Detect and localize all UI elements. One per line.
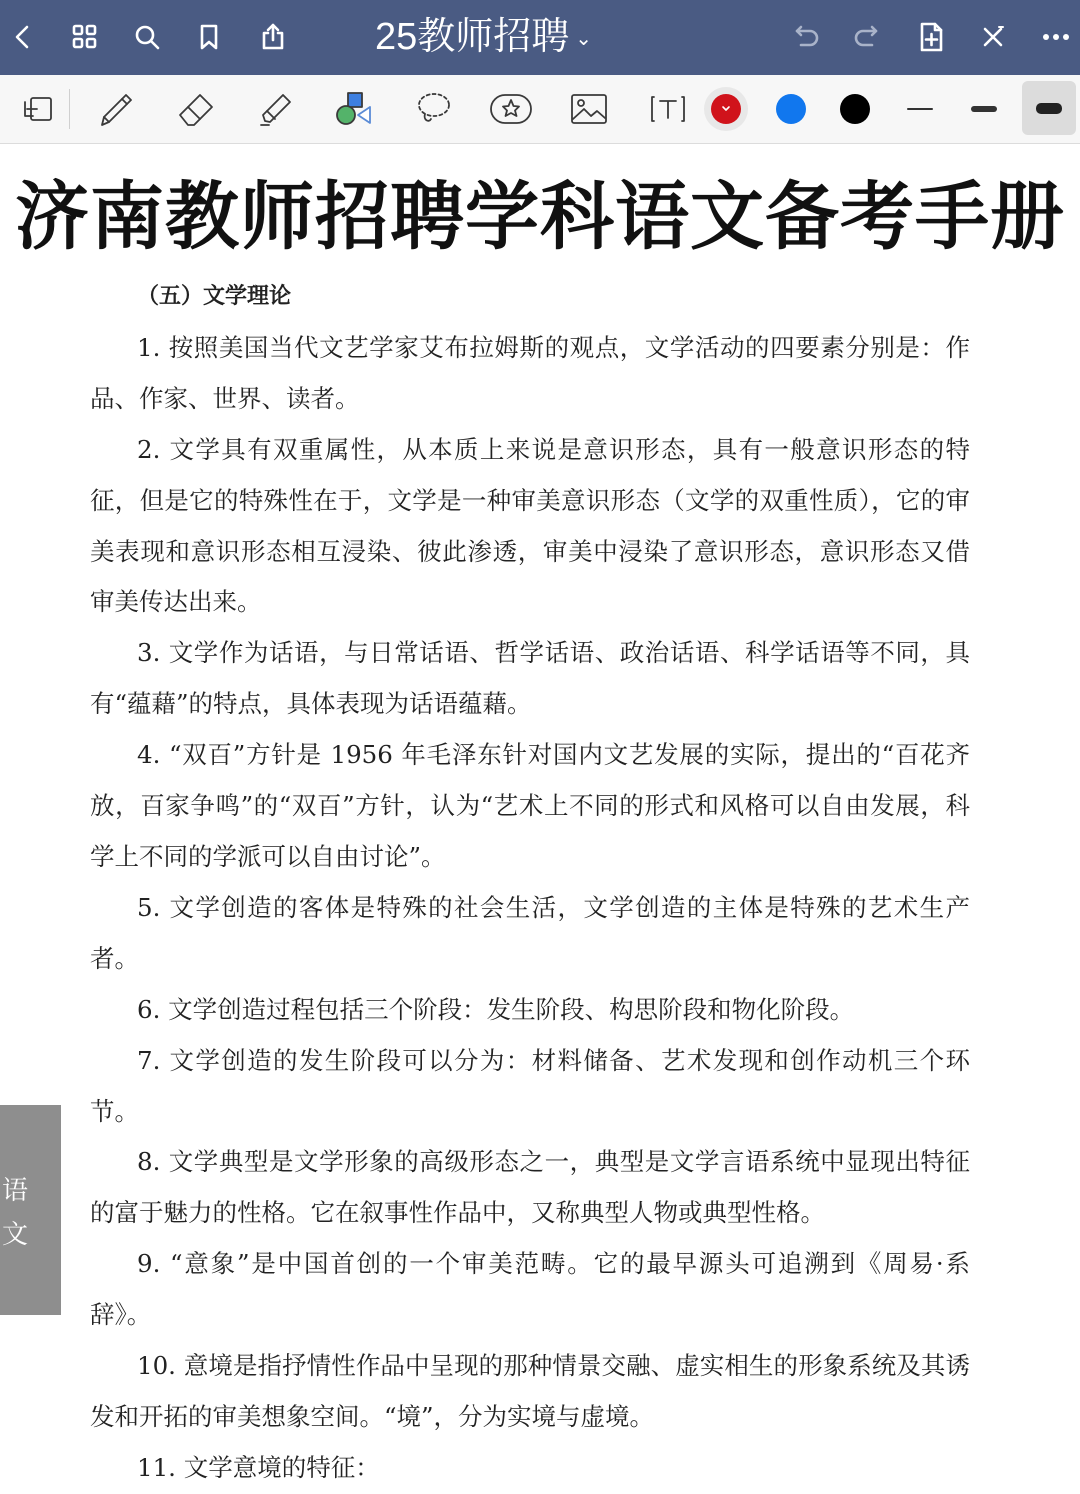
chevron-down-icon: ⌄ [575,27,593,50]
black-color-swatch[interactable] [829,83,881,135]
medium-stroke-line [971,106,997,112]
bookmark-icon[interactable] [186,14,232,60]
document-title-text: 25教师招聘 [375,16,570,58]
paragraph: 4. “双百”方针是 1956 年毛泽东针对国内文艺发展的实际，提出的“百花齐放，百家争鸣”的“双百”方针，认为“艺术上不同的形式和风格可以自由发展，科学上不同的学派可以自由讨论”。 [90,740,970,871]
paragraph: 9. “意象”是中国首创的一个审美范畴。它的最早源头可追溯到《周易·系辞》。 [90,1249,970,1330]
more-icon[interactable] [1033,14,1079,60]
toolbar-divider [69,89,70,129]
thick-stroke-line [1036,103,1062,114]
back-icon[interactable] [0,14,46,60]
paragraph: 7. 文学创造的发生阶段可以分为：材料储备、艺术发现和创作动机三个环节。 [90,1045,970,1126]
paragraph: 3. 文学作为话语，与日常话语、哲学话语、政治话语、科学话语等不同，具有“蕴藉”的特点，具体表现为话语蕴藉。 [90,638,970,719]
paragraph: 1. 按照美国当代文艺学家艾布拉姆斯的观点，文学活动的四要素分别是：作品、作家、世界、读者。 [90,332,970,413]
paragraph: 2. 文学具有双重属性，从本质上来说是意识形态，具有一般意识形态的特征，但是它的特殊性在于，文学是一种审美意识形态（文学的双重性质），它的审美表现和意识形态相互浸染、彼此渗透，审美中浸染了意识形态，意识形态又借审美传达出来。 [90,434,970,617]
paragraph: 8. 文学典型是文学形象的高级形态之一，典型是文学言语系统中显现出特征的富于魅力的性格。它在叙事性作品中，又称典型人物或典型性格。 [90,1147,970,1228]
blue-color-swatch[interactable] [765,83,817,135]
annotation-toolbar [0,75,1080,144]
paragraph: 5. 文学创造的客体是特殊的社会生活，文学创造的主体是特殊的艺术生产者。 [90,892,970,973]
highlighter-icon[interactable] [249,83,301,135]
readonly-icon[interactable] [12,83,64,135]
red-color-dot [711,94,741,124]
shapes-icon[interactable] [328,83,380,135]
blue-color-dot [776,94,806,124]
undo-icon[interactable] [782,14,828,60]
paragraph: 11. 文学意境的特征： [137,1452,380,1482]
redo-icon[interactable] [845,14,891,60]
subject-side-tab[interactable] [0,1105,61,1315]
red-color-swatch[interactable] [700,83,752,135]
lasso-icon[interactable] [407,83,459,135]
black-color-dot [840,94,870,124]
thin-stroke-line [907,108,933,110]
sticker-icon[interactable] [485,83,537,135]
page-title: 济南教师招聘学科语文备考手册 [15,174,1065,260]
close-icon[interactable] [970,14,1016,60]
image-icon[interactable] [563,83,615,135]
thick-stroke-option[interactable] [1022,81,1076,135]
thin-stroke-option[interactable] [894,83,946,135]
medium-stroke-option[interactable] [958,83,1010,135]
thumbnails-icon[interactable] [62,14,108,60]
document-title[interactable] [375,12,592,62]
document-page[interactable] [0,144,1080,1482]
search-icon[interactable] [124,14,170,60]
selected-color-ring [704,87,748,131]
eraser-icon[interactable] [170,83,222,135]
side-tab-label: 语文 [2,1176,29,1250]
paragraph: 10. 意境是指抒情性作品中呈现的那种情景交融、虚实相生的形象系统及其诱发和开拓的审美想象空间。“境”，分为实境与虚境。 [90,1351,970,1431]
share-icon[interactable] [250,14,296,60]
paragraph: 6. 文学创造过程包括三个阶段：发生阶段、构思阶段和物化阶段。 [137,994,855,1024]
text-icon[interactable] [642,83,694,135]
document-body [90,272,970,1494]
section-heading: （五）文学理论 [137,284,292,309]
top-bar [0,0,1080,75]
pen-icon[interactable] [90,83,142,135]
add-page-icon[interactable] [908,14,954,60]
